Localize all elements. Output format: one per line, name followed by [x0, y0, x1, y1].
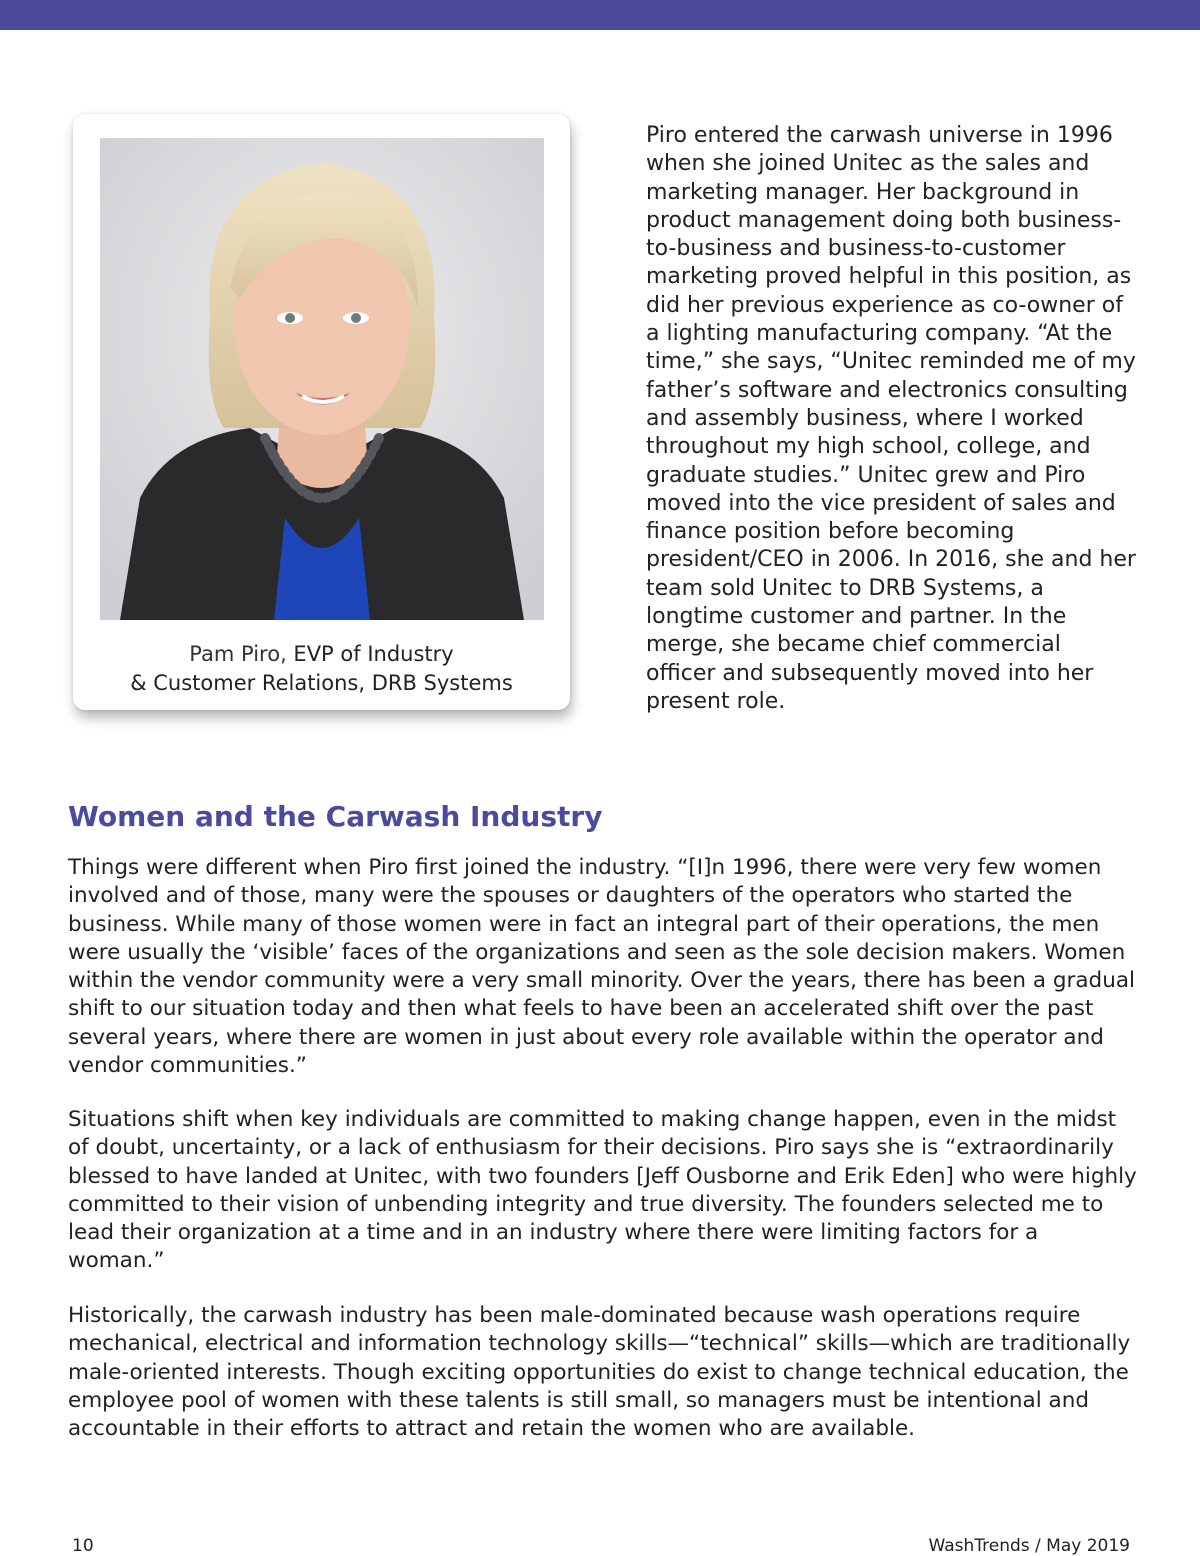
section-heading: Women and the Carwash Industry	[68, 800, 603, 833]
caption-title-line-1: EVP of Industry	[286, 642, 454, 666]
side-column-paragraph: Piro entered the carwash universe in 1996 when she joined Unitec as the sales and marketing manager. Her background in product management doing both business-to-business and business-to-customer marketing proved helpful in this position, as did her previous experience as co-owner of a lighting manufacturing company. “At the time,” she says, “Unitec reminded me of my father’s software and electronics consulting and assembly business, where I worked throughout my high school, college, and graduate studies.” Unitec grew and Piro moved into the vice president of sales and finance position before becoming president/CEO in 2006. In 2016, she and her team sold Unitec to DRB Systems, a longtime customer and partner. In the merge, she became chief commercial officer and subsequently moved into her present role.	[646, 123, 1136, 714]
caption-name: Pam Piro,	[189, 642, 287, 666]
body-paragraph: Situations shift when key individuals are committed to making change happen, even in the midst of doubt, uncertainty, or a lack of enthusiasm for their decisions. Piro says she is “extraordinarily blessed to have landed at Unitec, with two founders [Jeff Ousborne and Erik Eden] who were highly committed to their vision of unbending integrity and true diversity. The founders selected me to lead their organization at a time and in an industry where there were limiting factors for a woman.”	[68, 1107, 1137, 1274]
portrait-photo	[100, 138, 544, 620]
portrait-illustration	[100, 138, 544, 620]
photo-card	[73, 114, 570, 710]
caption-title-line-2: & Customer Relations, DRB Systems	[130, 671, 513, 695]
body-paragraph: Things were different when Piro first joined the industry. “[I]n 1996, there were very few women involved and of those, many were the spouses or daughters of the operators who started the business. While many of those women were in fact an integral part of their operations, the men were usually the ‘visible’ faces of the organizations and seen as the sole decision makers. Women within the vendor community were a very small minority. Over the years, there has been a gradual shift to our situation today and then what feels to have been an accelerated shift over the past several years, where there are women in just about every role available within the operator and vendor communities.”	[68, 855, 1135, 1079]
top-accent-bar	[0, 0, 1200, 30]
publication-footer: WashTrends / May 2019	[928, 1536, 1130, 1556]
body-paragraph: Historically, the carwash industry has been male-dominated because wash operations require mechanical, electrical and information technology skills—“technical” skills—which are traditionally male-oriented interests. Though exciting opportunities do exist to change technical education, the employee pool of women with these talents is still small, so managers must be intentional and accountable in their efforts to attract and retain the women who are available.	[68, 1303, 1131, 1442]
page-number: 10	[72, 1536, 94, 1556]
photo-caption	[73, 640, 570, 698]
